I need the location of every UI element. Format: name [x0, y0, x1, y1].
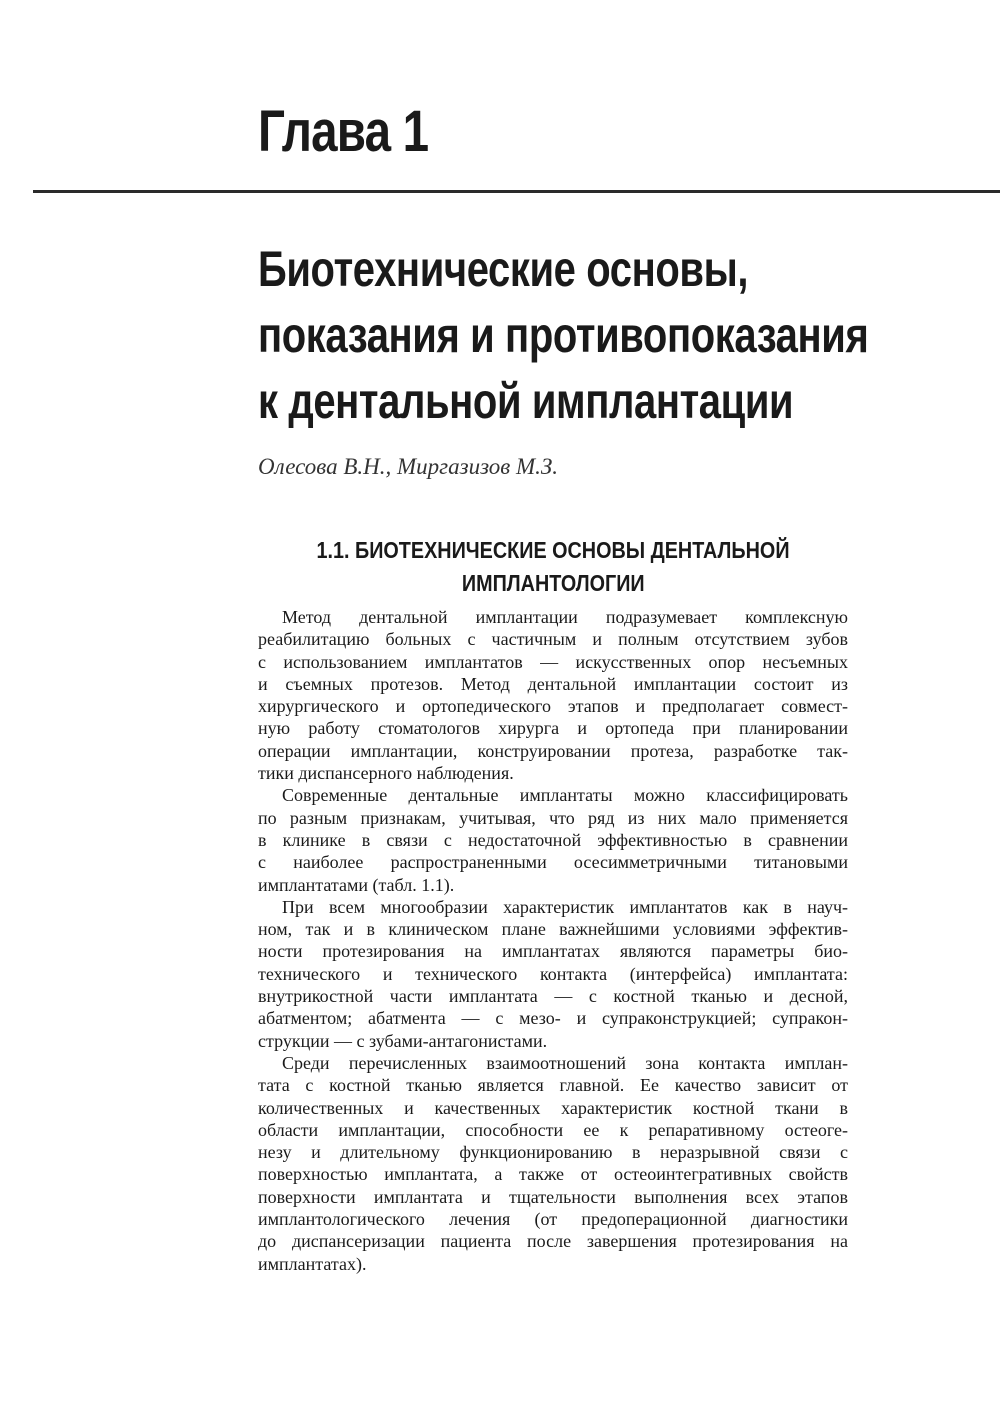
- body-text: [258, 606, 848, 1275]
- section-heading-line: ИМПЛАНТОЛОГИИ: [461, 570, 645, 596]
- paragraph-line: Современные дентальные имплантаты можно классифицировать: [282, 785, 848, 806]
- chapter-title: [258, 236, 868, 434]
- section-heading-line: 1.1. БИОТЕХНИЧЕСКИЕ ОСНОВЫ ДЕНТАЛЬНОЙ: [316, 537, 790, 563]
- paragraph: [258, 784, 848, 895]
- paragraph-line: поверхностью имплантата, а также от остеоинтегративных свойств: [258, 1164, 848, 1185]
- paragraph-line: струкции — с зубами-антагонистами.: [258, 1030, 548, 1051]
- paragraph-line: тики диспансерного наблюдения.: [258, 763, 514, 784]
- paragraph-line: и съемных протезов. Метод дентальной имплантации состоит из: [258, 673, 848, 694]
- paragraph-line: по разным признакам, учитывая, что ряд из них мало применяется: [258, 807, 848, 828]
- paragraph-line: реабилитацию больных с частичным и полным отсутствием зубов: [258, 629, 848, 650]
- paragraph-line: до диспансеризации пациента после завершения протезирования на: [258, 1231, 848, 1252]
- paragraph-line: ную работу стоматологов хирурга и ортопеда при планировании: [258, 718, 848, 739]
- chapter-label: Глава 1: [258, 99, 429, 164]
- chapter-title-line: Биотехнические основы,: [258, 241, 749, 297]
- paragraph-line: технического и технического контакта (интерфейса) имплантата:: [258, 963, 848, 984]
- paragraph-line: поверхности имплантата и тщательности выполнения всех этапов: [258, 1186, 848, 1207]
- paragraph-line: внутрикостной части имплантата — с костной тканью и десной,: [258, 986, 848, 1007]
- paragraph-line: Среди перечисленных взаимоотношений зона контакта имплан-: [282, 1052, 848, 1073]
- paragraph-line: имплантатах).: [258, 1253, 367, 1274]
- paragraph-line: операции имплантации, конструировании протеза, разработке так-: [258, 740, 848, 761]
- paragraph-line: имплантологического лечения (от предоперационной диагностики: [258, 1209, 848, 1230]
- chapter-divider: [33, 190, 1000, 193]
- authors: Олесова В.Н., Миргазизов М.З.: [258, 454, 559, 479]
- paragraph-line: ном, так и в клиническом плане важнейшими условиями эффектив-: [258, 919, 848, 940]
- paragraph: [258, 606, 848, 784]
- paragraph-line: незу и длительному функционированию в неразрывной связи с: [258, 1142, 848, 1163]
- chapter-title-line: к дентальной имплантации: [258, 373, 794, 429]
- chapter-title-line: показания и противопоказания: [258, 307, 869, 363]
- paragraph-line: тата с костной тканью является главной. Ее качество зависит от: [258, 1075, 848, 1096]
- paragraph-line: с использованием имплантатов — искусственных опор несъемных: [258, 651, 848, 672]
- section-heading: [258, 534, 848, 600]
- paragraph-line: области имплантации, способности ее к репаративному остеоге-: [258, 1119, 848, 1140]
- paragraph-line: количественных и качественных характеристик костной ткани в: [258, 1097, 848, 1118]
- paragraph-line: ности протезирования на имплантатах являются параметры био-: [258, 941, 848, 962]
- paragraph-line: Метод дентальной имплантации подразумевает комплексную: [282, 607, 848, 627]
- paragraph-line: имплантатами (табл. 1.1).: [258, 874, 455, 895]
- paragraph-line: При всем многообразии характеристик имплантатов как в науч-: [282, 896, 848, 917]
- paragraph-line: с наиболее распространенными осесимметричными титановыми: [258, 852, 848, 873]
- paragraph-line: в клинике в связи с недостаточной эффективностью в сравнении: [258, 829, 848, 850]
- paragraph-line: хирургического и ортопедического этапов и предполагает совмест-: [258, 696, 848, 717]
- paragraph-line: абатментом; абатмента — с мезо- и супраконструкцией; супракон-: [258, 1008, 848, 1029]
- paragraph: [258, 896, 848, 1052]
- paragraph: [258, 1052, 848, 1275]
